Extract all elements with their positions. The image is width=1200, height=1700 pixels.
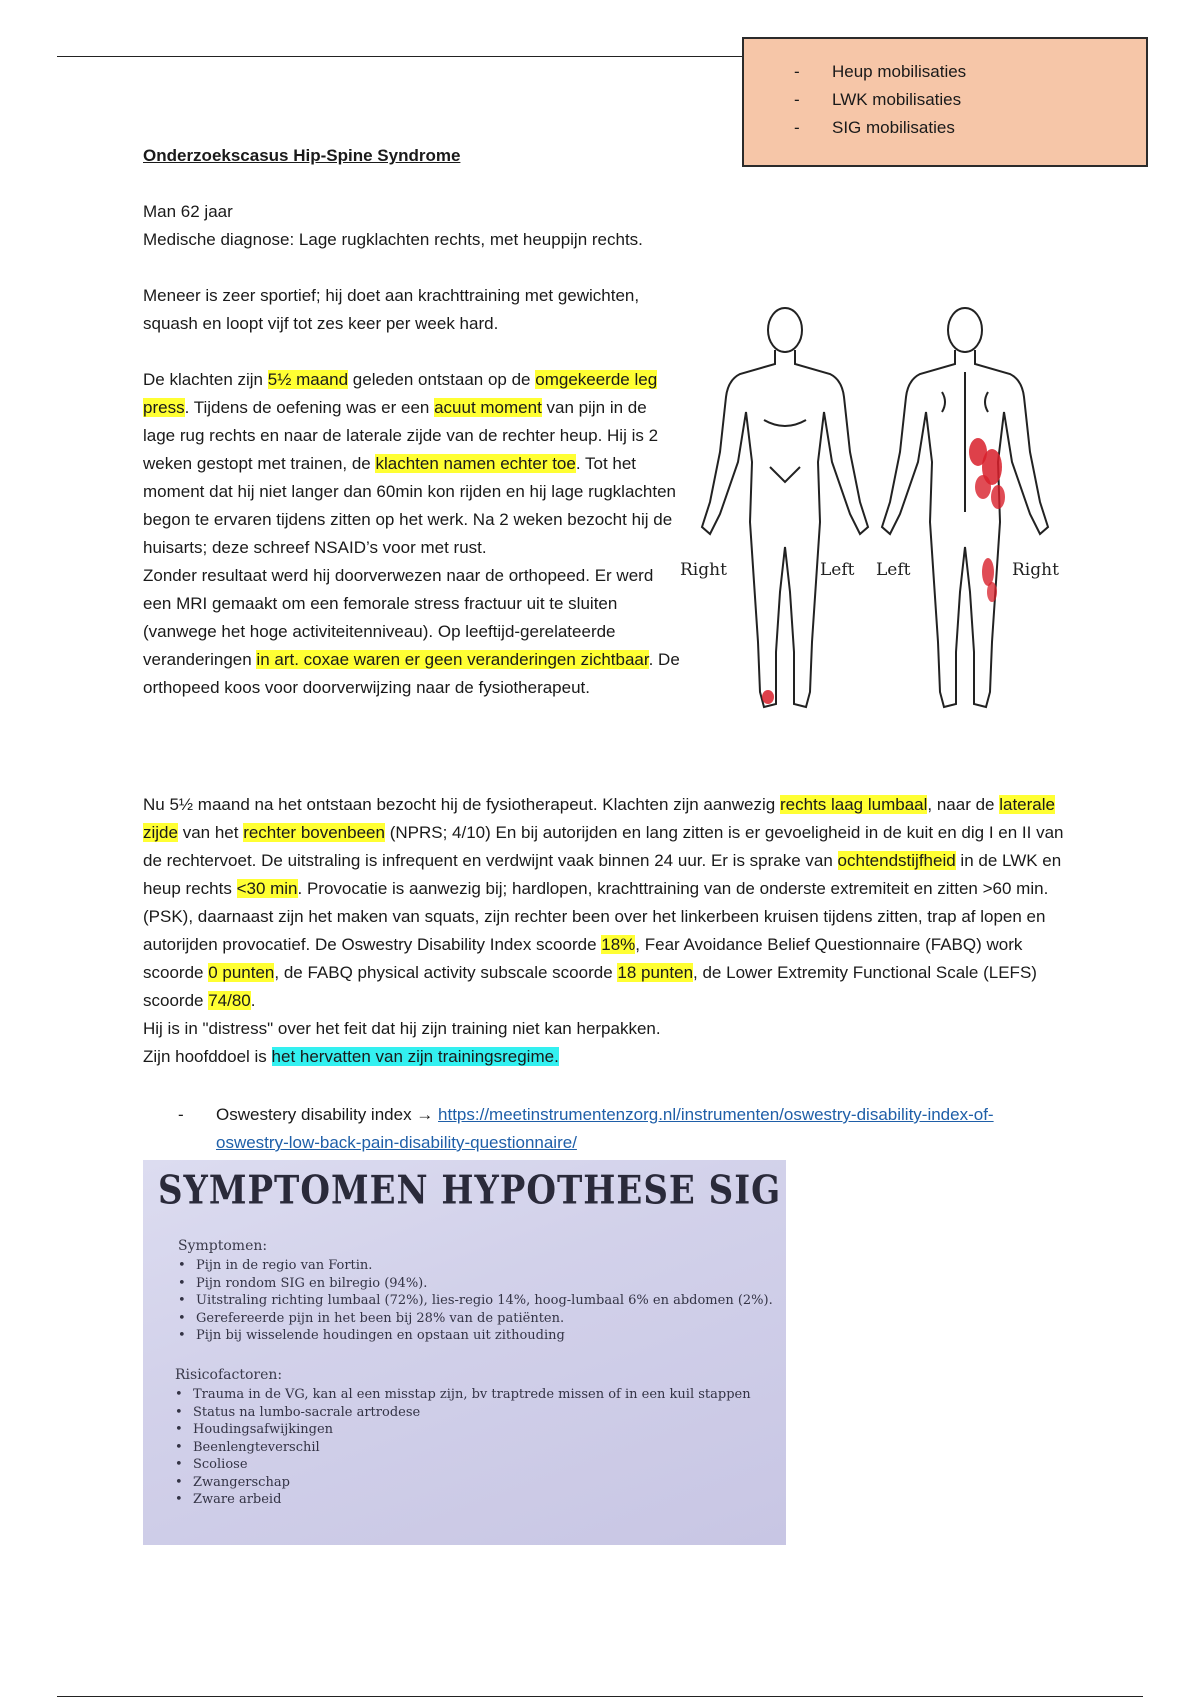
page-title: Onderzoekscasus Hip-Spine Syndrome	[143, 146, 461, 165]
list-item: - LWK mobilisaties	[794, 90, 962, 109]
list-item: • Scoliose	[175, 1456, 775, 1474]
bottom-rule	[57, 1696, 1143, 1697]
highlight: rechts laag lumbaal	[779, 795, 928, 814]
figure-label: Left	[876, 560, 911, 580]
list-item: • Pijn rondom SIG en bilregio (94%).	[178, 1275, 778, 1293]
treatment-list	[744, 39, 1146, 142]
paragraph-history: De klachten zijn 5½ maand geleden ontstaan op de omgekeerde leg press. Tijdens de oefening was er een acuut moment van pijn in de lage rug rechts en naar de laterale zijde van de rechter heup. Hij is 2 weken gestopt met trainen, de klachten namen echter toe. Tot het moment dat hij niet langer dan 60min kon rijden en hij lage rugklachten begon te ervaren tijdens zitten op het werk. Na 2 weken bezocht hij de huisarts; deze schreef NSAID’s voor met rust. Zonder resultaat werd hij doorverwezen naar de orthopeed. Er werd een MRI gemaakt om een femorale stress fractuur uit te sluiten (vanwege het hoge activiteitenniveau). Op leeftijd-gerelateerde veranderingen in art. coxae waren er geen veranderingen zichtbaar. De orthopeed koos voor doorverwijzing naar de fysiotherapeut.	[143, 370, 680, 697]
highlight: 74/80	[208, 991, 251, 1010]
list-item: • Trauma in de VG, kan al een misstap zijn, bv traptrede missen of in een kuil stappen	[175, 1386, 775, 1404]
oswestry-link[interactable]: https://meetinstrumentenzorg.nl/instrumenten/oswestry-disability-index-of-oswestry-low-back-pain-disability-questionnaire/	[216, 1105, 994, 1152]
risk-list	[175, 1386, 775, 1509]
highlight: acuut moment	[434, 398, 542, 417]
list-item: • Zwangerschap	[175, 1474, 775, 1492]
list-item: - SIG mobilisaties	[794, 118, 955, 137]
highlight: in art. coxae waren er geen veranderingen zichtbaar	[256, 650, 649, 669]
highlight: laterale zijde	[143, 795, 1055, 842]
highlight: <30 min	[236, 879, 298, 898]
paragraph-sport: Meneer is zeer sportief; hij doet aan krachttraining met gewichten, squash en loopt vijf tot zes keer per week hard.	[143, 286, 640, 333]
list-item: • Beenlengteverschil	[175, 1439, 775, 1457]
main-goal-highlight: het hervatten van zijn trainingsregime.	[271, 1047, 559, 1066]
highlight: rechter bovenbeen	[243, 823, 385, 842]
patient-info	[143, 198, 743, 254]
highlight: ochtendstijfheid	[837, 851, 956, 870]
highlight: klachten namen echter toe	[375, 454, 576, 473]
figure-label: Left	[820, 560, 855, 580]
slide-photo	[143, 1160, 786, 1545]
list-item: • Zware arbeid	[175, 1491, 775, 1509]
highlight: 18%	[601, 935, 636, 954]
list-item: • Uitstraling richting lumbaal (72%), lies-regio 14%, hoog-lumbaal 6% en abdomen (2%).	[178, 1292, 778, 1310]
medical-diagnosis: Medische diagnose: Lage rugklachten rechts, met heuppijn rechts.	[143, 230, 643, 249]
body-outline-icon	[680, 292, 1065, 742]
figure-label: Right	[1012, 560, 1059, 580]
paragraph-physio: Nu 5½ maand na het ontstaan bezocht hij de fysiotherapeut. Klachten zijn aanwezig rechts laag lumbaal, naar de laterale zijde van het rechter bovenbeen (NPRS; 4/10) En bij autorijden en lang zitten is er gevoeligheid in de kuit en dig I en II van de rechtervoet. De uitstraling is infrequent en verdwijnt vaak binnen 24 uur. Er is sprake van ochtendstijfheid in de LWK en heup rechts <30 min. Provocatie is aanwezig bij; hardlopen, krachttraining van de onderste extremiteit en zitten >60 min. (PSK), daarnaast zijn het maken van squats, zijn rechter been over het linkerbeen kruisen tijdens zitten, trap af lopen en autorijden provocatief. De Oswestry Disability Index scoorde 18%, Fear Avoidance Belief Questionnaire (FABQ) work scoorde 0 punten, de FABQ physical activity subscale scoorde 18 punten, de Lower Extremity Functional Scale (LEFS) scoorde 74/80. Hij is in "distress" over het feit dat hij zijn training niet kan herpakken. Zijn hoofddoel is het hervatten van zijn trainingsregime.	[143, 795, 1064, 1066]
highlight: omgekeerde leg press	[143, 370, 658, 417]
patient-age: Man 62 jaar	[143, 202, 233, 221]
list-item: • Pijn bij wisselende houdingen en opstaan uit zithouding	[178, 1327, 778, 1345]
list-item: • Gerefereerde pijn in het been bij 28% van de patiënten.	[178, 1310, 778, 1328]
risk-heading: Risicofactoren:	[175, 1367, 283, 1383]
list-item: - Oswestery disability index → https://meetinstrumentenzorg.nl/instrumenten/oswestry-disability-index-of-oswestry-low-back-pain-disability-questionnaire/	[178, 1105, 994, 1152]
list-item: - Heup mobilisaties	[794, 62, 967, 81]
list-item: • Pijn in de regio van Fortin.	[178, 1257, 778, 1275]
figure-label: Right	[680, 560, 727, 580]
distress-line: Hij is in "distress" over het feit dat hij zijn training niet kan herpakken.	[143, 1019, 661, 1038]
highlight: 5½ maand	[267, 370, 349, 389]
list-item: • Houdingsafwijkingen	[175, 1421, 775, 1439]
highlight: 0 punten	[208, 963, 275, 982]
treatment-note-box	[742, 37, 1148, 167]
list-item: • Status na lumbo-sacrale artrodese	[175, 1404, 775, 1422]
symptoms-list	[178, 1257, 778, 1345]
symptoms-heading: Symptomen:	[178, 1238, 268, 1254]
slide-title: SYMPTOMEN HYPOTHESE SIG	[158, 1168, 782, 1214]
highlight: 18 punten	[617, 963, 694, 982]
body-chart-figure	[680, 292, 1065, 742]
top-rule	[57, 56, 743, 57]
